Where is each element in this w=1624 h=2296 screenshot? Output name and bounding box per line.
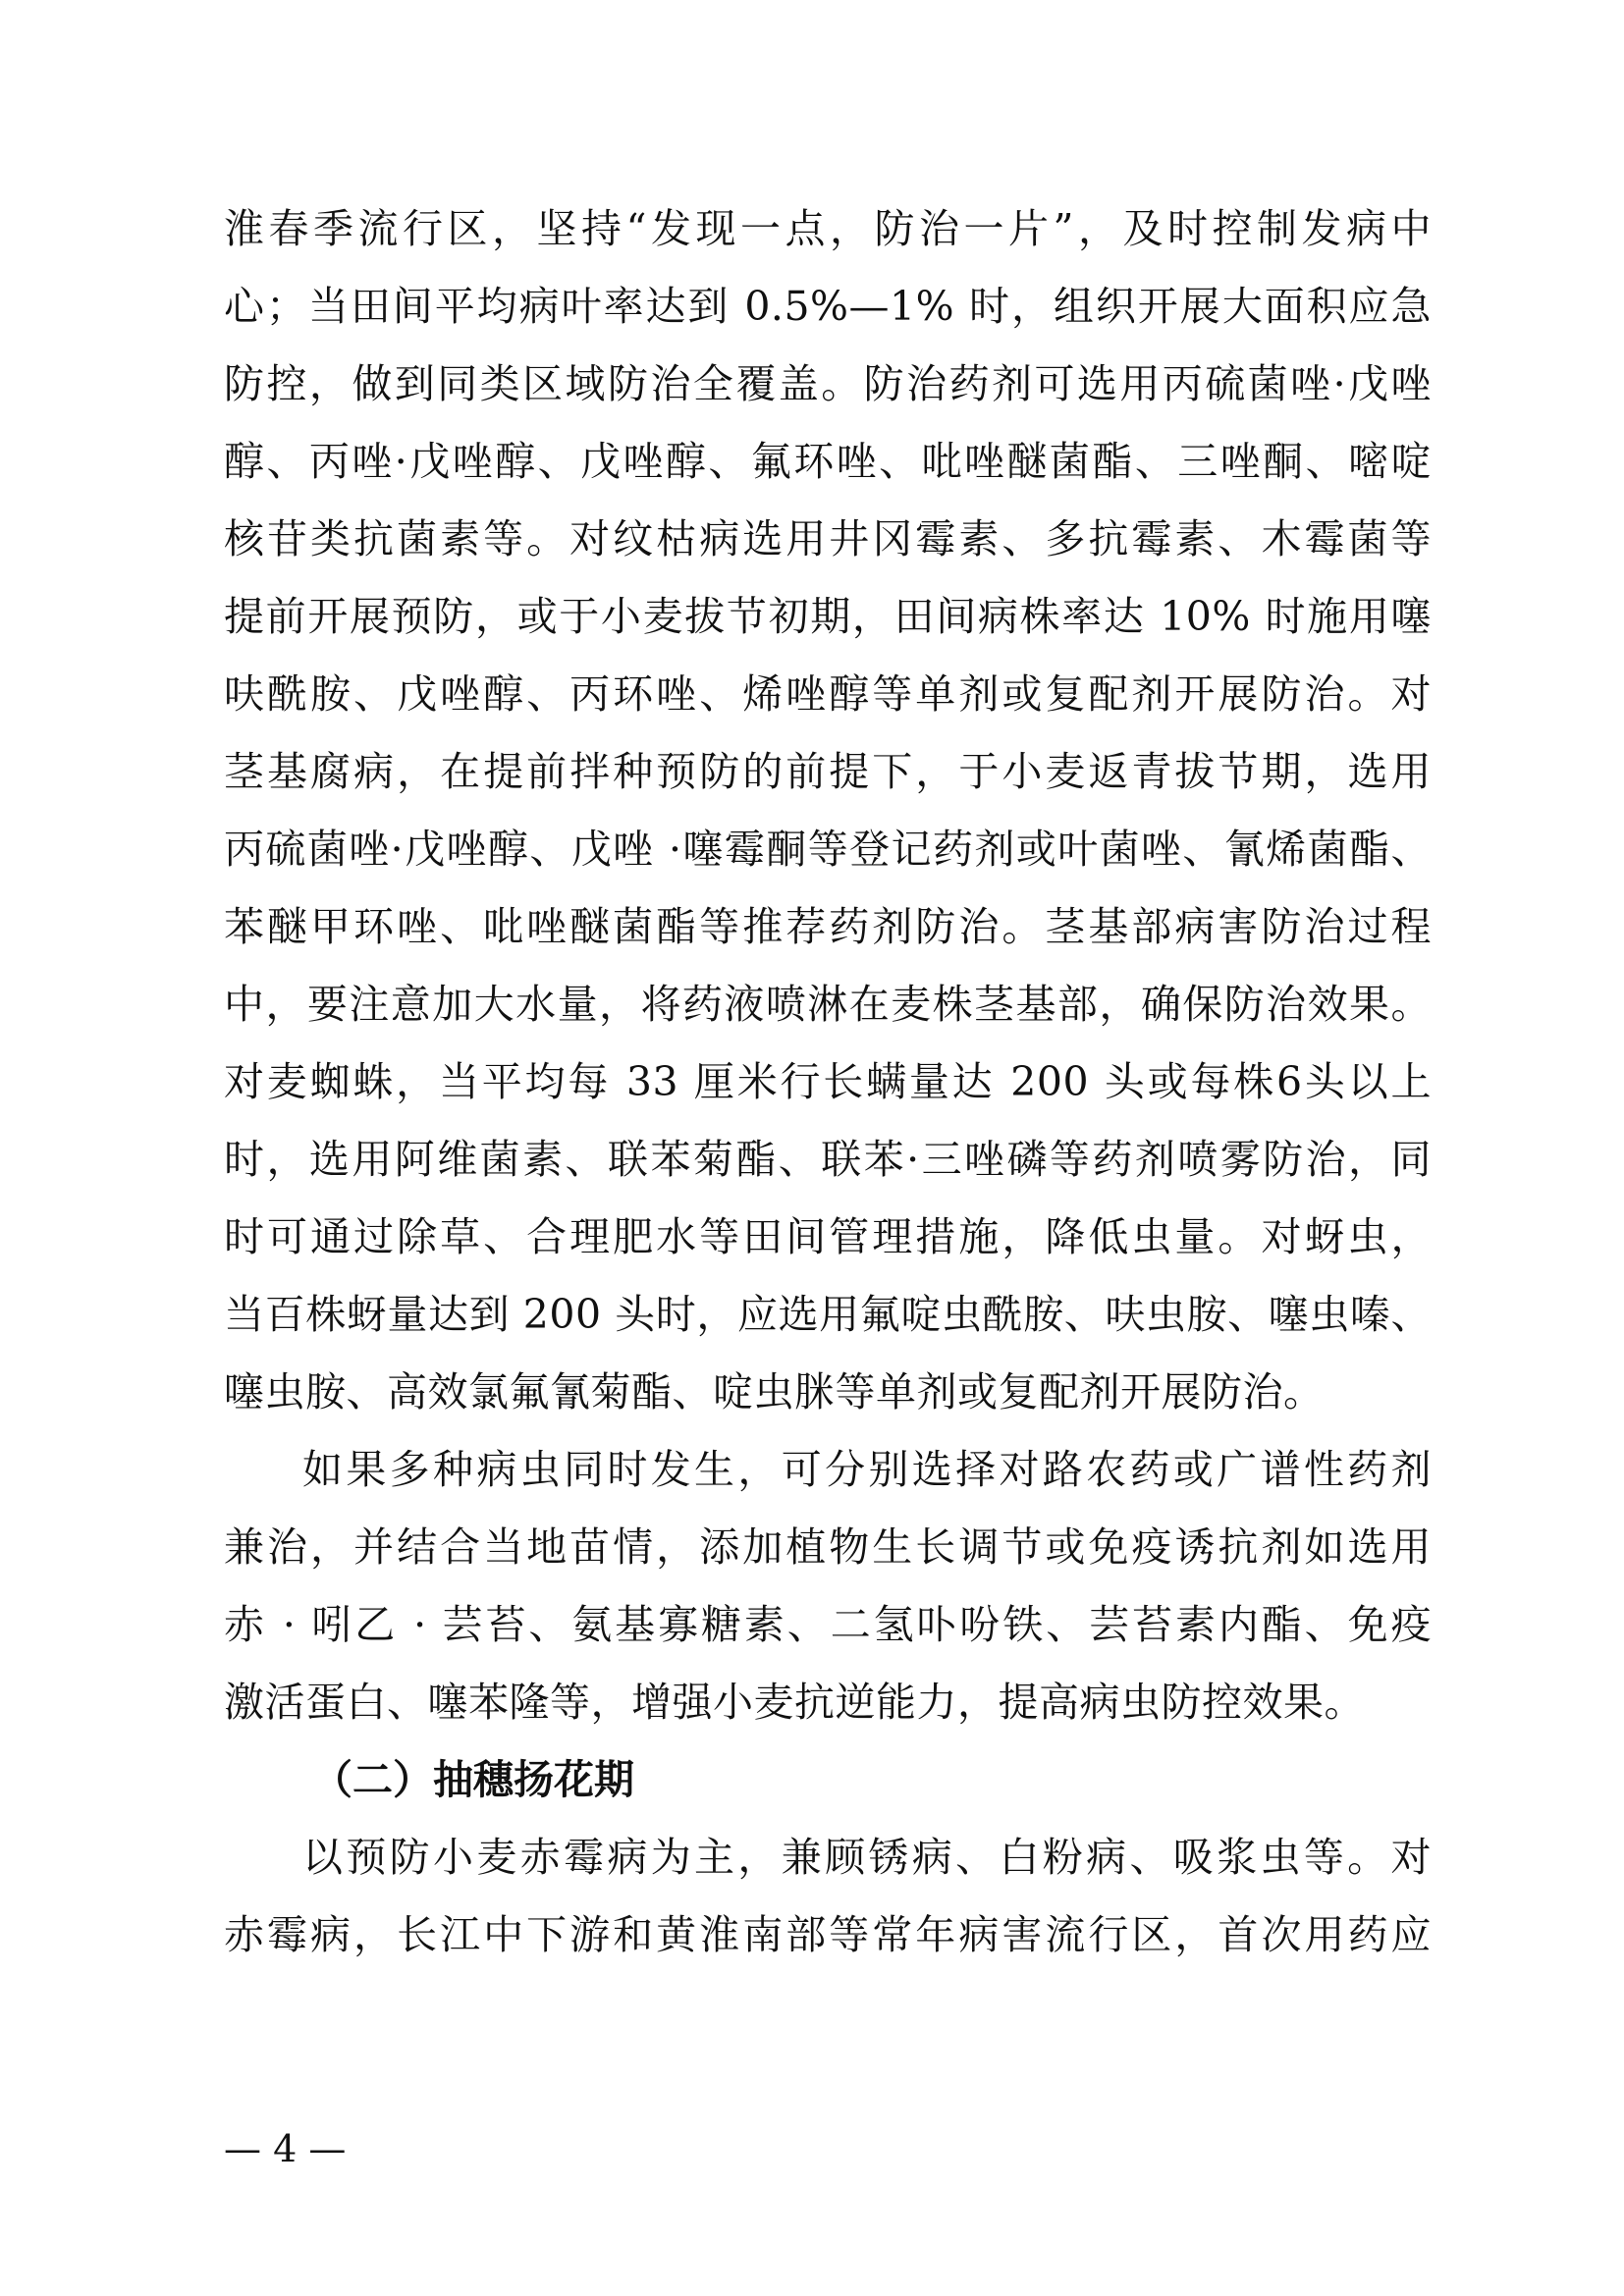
paragraph-1-line-8: 茎基腐病，在提前拌种预防的前提下，于小麦返青拔节期，选用 [224,748,1432,795]
paragraph-1-line-16: 噻虫胺、高效氯氟氰菊酯、啶虫脒等单剂或复配剂开展防治。 [224,1368,1325,1415]
paragraph-1-line-9: 丙硫菌唑·戊唑醇、戊唑 ·噻霉酮等登记药剂或叶菌唑、氰烯菌酯、 [224,826,1432,873]
paragraph-1-line-10: 苯醚甲环唑、吡唑醚菌酯等推荐药剂防治。茎基部病害防治过程 [224,903,1432,950]
paragraph-1-line-13: 时，选用阿维菌素、联苯菊酯、联苯·三唑磷等药剂喷雾防治，同 [224,1136,1432,1183]
page-number: — 4 — [224,2127,347,2170]
paragraph-1-line-3: 防控，做到同类区域防治全覆盖。防治药剂可选用丙硫菌唑·戊唑 [224,360,1432,407]
paragraph-1-line-14: 时可通过除草、合理肥水等田间管理措施，降低虫量。对蚜虫， [224,1213,1432,1260]
paragraph-2-line-3: 赤 · 吲乙 · 芸苔、氨基寡糖素、二氢卟吩铁、芸苔素内酯、免疫 [224,1601,1432,1648]
paragraph-1-line-7: 呋酰胺、戊唑醇、丙环唑、烯唑醇等单剂或复配剂开展防治。对 [224,670,1432,718]
paragraph-1-line-6: 提前开展预防，或于小麦拔节初期，田间病株率达 10% 时施用噻 [224,593,1432,640]
paragraph-1-line-15: 当百株蚜量达到 200 头时，应选用氟啶虫酰胺、呋虫胺、噻虫嗪、 [224,1291,1432,1338]
paragraph-2-line-2: 兼治，并结合当地苗情，添加植物生长调节或免疫诱抗剂如选用 [224,1523,1432,1571]
paragraph-1-line-12: 对麦蜘蛛，当平均每 33 厘米行长螨量达 200 头或每株6头以上 [224,1058,1432,1105]
paragraph-2-line-1: 如果多种病虫同时发生，可分别选择对路农药或广谱性药剂 [302,1446,1432,1493]
paragraph-1-line-5: 核苷类抗菌素等。对纹枯病选用井冈霉素、多抗霉素、木霉菌等 [224,515,1432,562]
section-heading: （二）抽穗扬花期 [312,1756,634,1803]
paragraph-1-line-11: 中，要注意加大水量，将药液喷淋在麦株茎基部，确保防治效果。 [224,981,1432,1028]
paragraph-3-line-1: 以预防小麦赤霉病为主，兼顾锈病、白粉病、吸浆虫等。对 [302,1834,1432,1881]
paragraph-3-line-2: 赤霉病，长江中下游和黄淮南部等常年病害流行区，首次用药应 [224,1911,1432,1958]
paragraph-2-line-4: 激活蛋白、噻苯隆等，增强小麦抗逆能力，提高病虫防控效果。 [224,1679,1365,1726]
paragraph-1-line-4: 醇、丙唑·戊唑醇、戊唑醇、氟环唑、吡唑醚菌酯、三唑酮、嘧啶 [224,438,1432,485]
paragraph-1-line-2: 心；当田间平均病叶率达到 0.5%—1% 时，组织开展大面积应急 [224,283,1432,330]
paragraph-1-line-1: 淮春季流行区，坚持“发现一点，防治一片”，及时控制发病中 [224,205,1432,252]
